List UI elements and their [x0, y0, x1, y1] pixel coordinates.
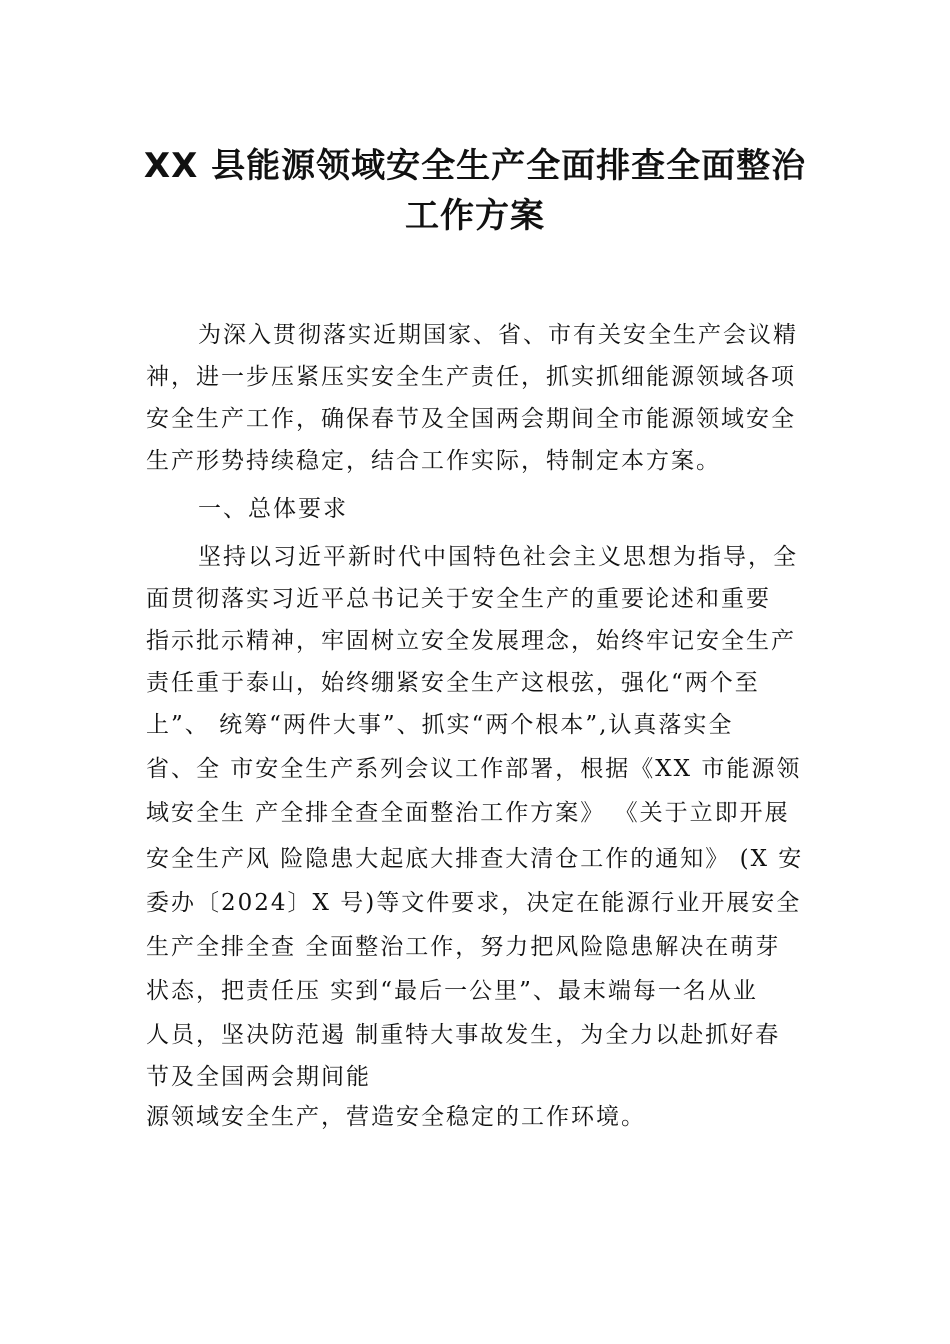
- intro-line-2: 神，进一步压紧压实安全生产责任，抓实抓细能源领域各项: [146, 364, 796, 390]
- intro-line-1: 为深入贯彻落实近期国家、省、市有关安全生产会议精: [198, 322, 798, 348]
- section1-line-3: 指示批示精神，牢固树立安全发展理念，始终牢记安全生产: [146, 628, 796, 654]
- section1-line-2: 面贯彻落实习近平总书记关于安全生产的重要论述和重要: [146, 586, 771, 612]
- section1-line-10: 生产全排全查 全面整治工作，努力把风险隐患解决在萌芽: [146, 934, 781, 960]
- intro-line-3: 安全生产工作，确保春节及全国两会期间全市能源领域安全: [146, 406, 796, 432]
- document-title-line-2: 工作方案: [405, 196, 545, 236]
- section1-line-7: 域安全生 产全排全查全面整治工作方案》 《关于立即开展: [146, 800, 790, 826]
- section1-line-6: 省、全 市安全生产系列会议工作部署，根据《XX 市能源领: [146, 756, 802, 782]
- section1-line-1: 坚持以习近平新时代中国特色社会主义思想为指导，全: [198, 544, 798, 570]
- section1-line-4: 责任重于泰山，始终绷紧安全生产这根弦，强化“两个至: [146, 670, 760, 696]
- section1-line-13: 节及全国两会期间能: [146, 1064, 371, 1090]
- section1-line-11: 状态，把责任压 实到“最后一公里”、最末端每一名从业: [146, 978, 758, 1004]
- section-heading-general-requirements: 一、总体要求: [198, 496, 348, 522]
- section1-line-12: 人员，坚决防范遏 制重特大事故发生，为全力以赴抓好春: [146, 1022, 781, 1048]
- section1-line-8: 安全生产风 险隐患大起底大排查大清仓工作的通知》 (X 安: [146, 846, 804, 872]
- section1-line-14: 源领域安全生产，营造安全稳定的工作环境。: [146, 1104, 646, 1130]
- section1-line-9: 委办〔2024〕X 号)等文件要求，决定在能源行业开展安全: [146, 890, 802, 916]
- intro-line-4: 生产形势持续稳定，结合工作实际，特制定本方案。: [146, 448, 721, 474]
- document-title-line-1: XX 县能源领域安全生产全面排查全面整治: [143, 146, 807, 186]
- section1-line-5: 上”、 统筹“两件大事”、抓实“两个根本”,认真落实全: [146, 712, 734, 738]
